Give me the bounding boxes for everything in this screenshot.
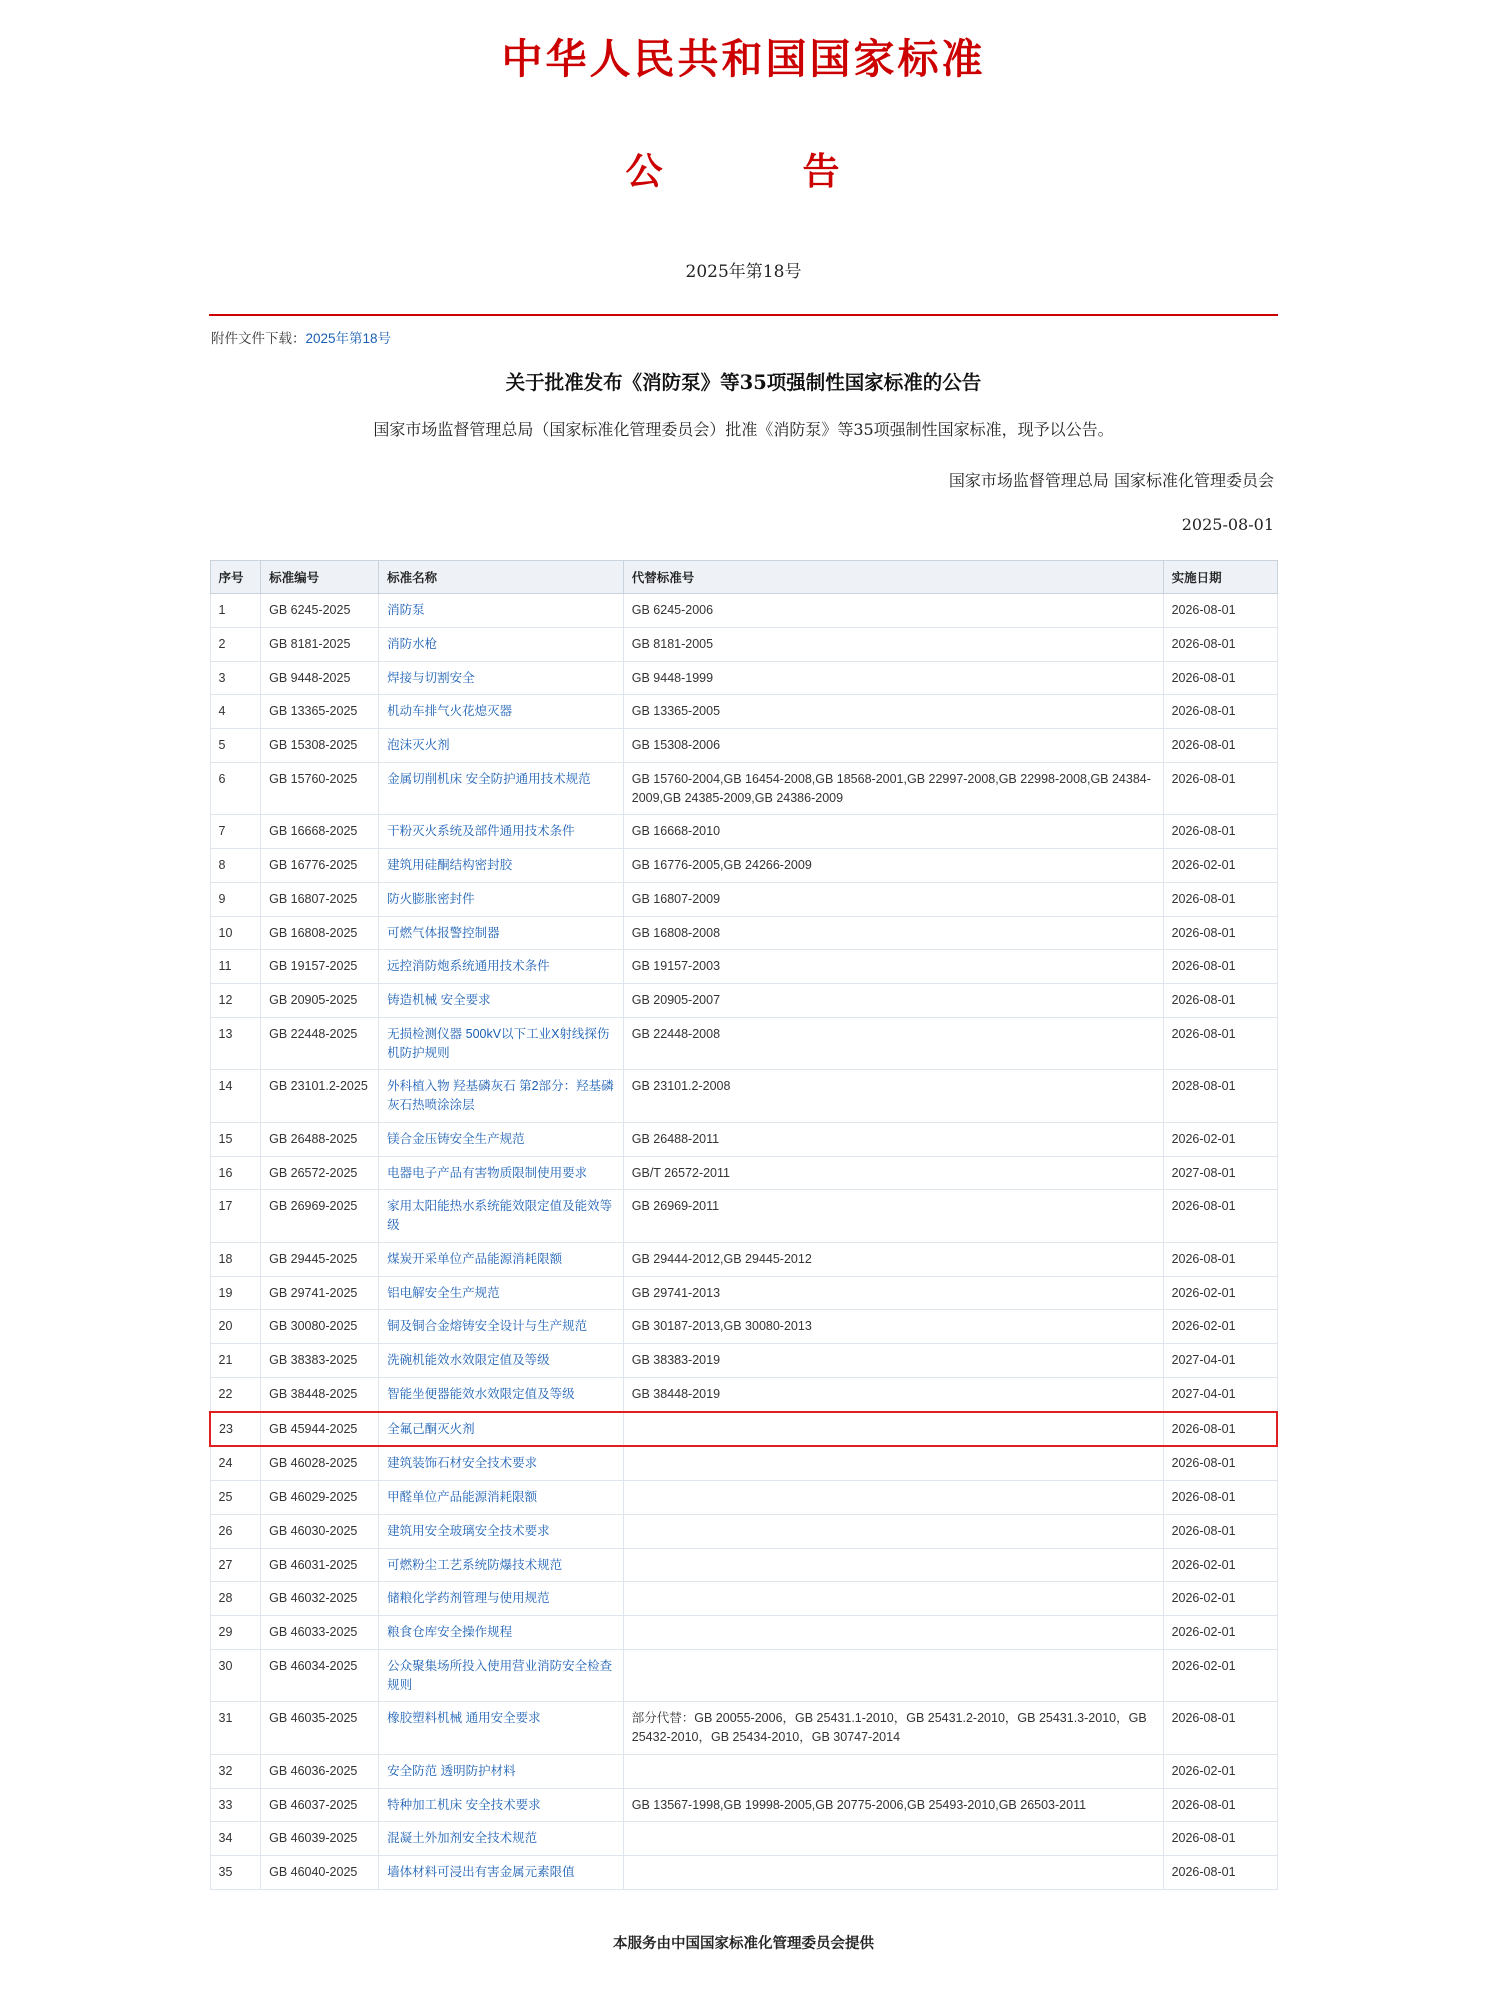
cell-code: GB 15760-2025 [261, 762, 379, 815]
table-row [210, 1122, 1277, 1156]
cell-replaced [623, 1548, 1163, 1582]
table-row [210, 815, 1277, 849]
cell-replaced: 部分代替：GB 20055-2006，GB 25431.1-2010，GB 25431.2-2010，GB 25431.3-2010，GB 25432-2010，GB 25434-2010，GB 30747-2014 [623, 1702, 1163, 1755]
cell-no: 30 [210, 1649, 261, 1702]
cell-date: 2027-04-01 [1163, 1344, 1277, 1378]
notice-date: 2025-08-01 [1181, 515, 1274, 534]
table-row [210, 1276, 1277, 1310]
cell-date: 2026-08-01 [1163, 1514, 1277, 1548]
table-row [210, 1377, 1277, 1411]
cell-no: 32 [210, 1754, 261, 1788]
cell-code: GB 46030-2025 [261, 1514, 379, 1548]
cell-replaced: GB 19157-2003 [623, 950, 1163, 984]
table-row [210, 1446, 1277, 1480]
cell-date: 2026-08-01 [1163, 1481, 1277, 1515]
cell-code: GB 29445-2025 [261, 1242, 379, 1276]
document-subtitle: 公 告 [625, 149, 862, 193]
footer-note: 本服务由中国国家标准化管理委员会提供 [613, 1934, 874, 1952]
cell-replaced: GB 26969-2011 [623, 1190, 1163, 1243]
cell-no: 27 [210, 1548, 261, 1582]
cell-no: 3 [210, 661, 261, 695]
cell-replaced: GB 16776-2005,GB 24266-2009 [623, 849, 1163, 883]
cell-name[interactable]: 焊接与切割安全 [379, 661, 624, 695]
cell-replaced: GB 20905-2007 [623, 984, 1163, 1018]
table-row [210, 849, 1277, 883]
cell-no: 18 [210, 1242, 261, 1276]
standards-table [209, 560, 1278, 1890]
cell-date: 2026-08-01 [1163, 1822, 1277, 1856]
cell-no: 24 [210, 1446, 261, 1480]
cell-replaced: GB 16807-2009 [623, 882, 1163, 916]
cell-replaced: GB/T 26572-2011 [623, 1156, 1163, 1190]
cell-date: 2026-08-01 [1163, 984, 1277, 1018]
cell-no: 28 [210, 1582, 261, 1616]
cell-no: 6 [210, 762, 261, 815]
cell-date: 2026-02-01 [1163, 1649, 1277, 1702]
cell-no: 12 [210, 984, 261, 1018]
cell-code: GB 20905-2025 [261, 984, 379, 1018]
cell-replaced [623, 1649, 1163, 1702]
table-row [210, 1649, 1277, 1702]
cell-name[interactable]: 铜及铜合金熔铸安全设计与生产规范 [379, 1310, 624, 1344]
table-row [210, 762, 1277, 815]
table-row [210, 1412, 1277, 1447]
cell-no: 22 [210, 1377, 261, 1411]
cell-name[interactable]: 干粉灭火系统及部件通用技术条件 [379, 815, 624, 849]
notice-title: 关于批准发布《消防泵》等35项强制性国家标准的公告 [505, 371, 982, 394]
cell-date: 2026-08-01 [1163, 1412, 1277, 1447]
cell-code: GB 26488-2025 [261, 1122, 379, 1156]
cell-replaced: GB 16808-2008 [623, 916, 1163, 950]
table-row [210, 1481, 1277, 1515]
cell-name[interactable]: 泡沫灭火剂 [379, 729, 624, 763]
cell-date: 2026-08-01 [1163, 950, 1277, 984]
cell-date: 2026-02-01 [1163, 1616, 1277, 1650]
table-row [210, 1190, 1277, 1243]
table-row [210, 1788, 1277, 1822]
cell-replaced: GB 8181-2005 [623, 627, 1163, 661]
cell-replaced: GB 29444-2012,GB 29445-2012 [623, 1242, 1163, 1276]
cell-date: 2026-02-01 [1163, 1310, 1277, 1344]
cell-no: 20 [210, 1310, 261, 1344]
cell-no: 13 [210, 1017, 261, 1070]
cell-no: 26 [210, 1514, 261, 1548]
table-row [210, 695, 1277, 729]
cell-no: 35 [210, 1856, 261, 1890]
cell-date: 2026-08-01 [1163, 1702, 1277, 1755]
cell-no: 10 [210, 916, 261, 950]
cell-replaced: GB 29741-2013 [623, 1276, 1163, 1310]
cell-no: 16 [210, 1156, 261, 1190]
table-row [210, 984, 1277, 1018]
cell-name[interactable]: 储粮化学药剂管理与使用规范 [379, 1582, 624, 1616]
table-row [210, 729, 1277, 763]
cell-name[interactable]: 公众聚集场所投入使用营业消防安全检查规则 [379, 1649, 624, 1702]
cell-replaced [623, 1412, 1163, 1447]
cell-name[interactable]: 安全防范 透明防护材料 [379, 1754, 624, 1788]
cell-name[interactable]: 机动车排气火花熄灭器 [379, 695, 624, 729]
attachment-line [209, 316, 1278, 347]
cell-name[interactable]: 消防泵 [379, 594, 624, 628]
cell-code: GB 26969-2025 [261, 1190, 379, 1243]
table-row [210, 916, 1277, 950]
cell-code: GB 16808-2025 [261, 916, 379, 950]
cell-no: 4 [210, 695, 261, 729]
cell-code: GB 29741-2025 [261, 1276, 379, 1310]
cell-replaced [623, 1822, 1163, 1856]
table-row [210, 661, 1277, 695]
cell-name[interactable]: 全氟己酮灭火剂 [379, 1412, 624, 1447]
cell-code: GB 9448-2025 [261, 661, 379, 695]
cell-date: 2026-08-01 [1163, 916, 1277, 950]
cell-name[interactable]: 远控消防炮系统通用技术条件 [379, 950, 624, 984]
cell-name[interactable]: 金属切削机床 安全防护通用技术规范 [379, 762, 624, 815]
cell-date: 2026-08-01 [1163, 1017, 1277, 1070]
document-content [209, 316, 1278, 534]
table-row [210, 627, 1277, 661]
table-row [210, 1702, 1277, 1755]
cell-code: GB 6245-2025 [261, 594, 379, 628]
cell-replaced: GB 13567-1998,GB 19998-2005,GB 20775-2006,GB 25493-2010,GB 26503-2011 [623, 1788, 1163, 1822]
table-row [210, 1242, 1277, 1276]
cell-replaced: GB 6245-2006 [623, 594, 1163, 628]
cell-no: 2 [210, 627, 261, 661]
cell-replaced: GB 15760-2004,GB 16454-2008,GB 18568-2001,GB 22997-2008,GB 22998-2008,GB 24384-2009,GB 24385-2009,GB 24386-2009 [623, 762, 1163, 815]
cell-name[interactable]: 镁合金压铸安全生产规范 [379, 1122, 624, 1156]
table-body [210, 594, 1277, 1890]
cell-name[interactable]: 特种加工机床 安全技术要求 [379, 1788, 624, 1822]
cell-code: GB 30080-2025 [261, 1310, 379, 1344]
cell-name[interactable]: 智能坐便器能效水效限定值及等级 [379, 1377, 624, 1411]
cell-replaced: GB 23101.2-2008 [623, 1070, 1163, 1123]
column-header-no: 序号 [210, 561, 261, 594]
cell-code: GB 46040-2025 [261, 1856, 379, 1890]
cell-date: 2026-08-01 [1163, 882, 1277, 916]
cell-code: GB 16807-2025 [261, 882, 379, 916]
cell-date: 2026-08-01 [1163, 661, 1277, 695]
cell-replaced: GB 26488-2011 [623, 1122, 1163, 1156]
cell-code: GB 45944-2025 [261, 1412, 379, 1447]
cell-name[interactable]: 可燃气体报警控制器 [379, 916, 624, 950]
cell-name[interactable]: 家用太阳能热水系统能效限定值及能效等级 [379, 1190, 624, 1243]
column-header-replaced: 代替标准号 [623, 561, 1163, 594]
cell-replaced: GB 38383-2019 [623, 1344, 1163, 1378]
column-header-name: 标准名称 [379, 561, 624, 594]
cell-no: 1 [210, 594, 261, 628]
cell-date: 2026-08-01 [1163, 695, 1277, 729]
cell-no: 29 [210, 1616, 261, 1650]
cell-no: 21 [210, 1344, 261, 1378]
table-row [210, 1310, 1277, 1344]
cell-date: 2026-08-01 [1163, 1242, 1277, 1276]
cell-date: 2026-08-01 [1163, 1788, 1277, 1822]
cell-name[interactable]: 墙体材料可浸出有害金属元素限值 [379, 1856, 624, 1890]
cell-code: GB 46031-2025 [261, 1548, 379, 1582]
cell-no: 5 [210, 729, 261, 763]
cell-code: GB 15308-2025 [261, 729, 379, 763]
cell-code: GB 46029-2025 [261, 1481, 379, 1515]
cell-code: GB 46036-2025 [261, 1754, 379, 1788]
table-row [210, 950, 1277, 984]
cell-name[interactable]: 橡胶塑料机械 通用安全要求 [379, 1702, 624, 1755]
cell-name[interactable]: 消防水枪 [379, 627, 624, 661]
cell-name[interactable]: 无损检测仪器 500kV以下工业X射线探伤机防护规则 [379, 1017, 624, 1070]
cell-name[interactable]: 电器电子产品有害物质限制使用要求 [379, 1156, 624, 1190]
cell-name[interactable]: 甲醛单位产品能源消耗限额 [379, 1481, 624, 1515]
cell-name[interactable]: 煤炭开采单位产品能源消耗限额 [379, 1242, 624, 1276]
cell-no: 33 [210, 1788, 261, 1822]
table-row [210, 1822, 1277, 1856]
notice-signature: 国家市场监督管理总局 国家标准化管理委员会 [948, 471, 1274, 490]
document-title: 中华人民共和国国家标准 [501, 35, 986, 83]
document-number: 2025年第18号 [685, 262, 802, 282]
cell-code: GB 23101.2-2025 [261, 1070, 379, 1123]
cell-date: 2026-08-01 [1163, 1190, 1277, 1243]
cell-replaced [623, 1616, 1163, 1650]
cell-code: GB 16668-2025 [261, 815, 379, 849]
cell-no: 15 [210, 1122, 261, 1156]
cell-replaced: GB 9448-1999 [623, 661, 1163, 695]
cell-no: 8 [210, 849, 261, 883]
cell-replaced [623, 1446, 1163, 1480]
cell-name[interactable]: 铸造机械 安全要求 [379, 984, 624, 1018]
notice-body: 国家市场监督管理总局（国家标准化管理委员会）批准《消防泵》等35项强制性国家标准，现予以公告。 [373, 420, 1114, 439]
cell-code: GB 46034-2025 [261, 1649, 379, 1702]
table-row [210, 1548, 1277, 1582]
cell-name[interactable]: 洗碗机能效水效限定值及等级 [379, 1344, 624, 1378]
cell-name[interactable]: 可燃粉尘工艺系统防爆技术规范 [379, 1548, 624, 1582]
cell-replaced: GB 15308-2006 [623, 729, 1163, 763]
cell-date: 2026-02-01 [1163, 1276, 1277, 1310]
cell-code: GB 46033-2025 [261, 1616, 379, 1650]
cell-date: 2026-08-01 [1163, 762, 1277, 815]
attachment-download-link[interactable]: 2025年第18号 [305, 331, 392, 346]
column-header-date: 实施日期 [1163, 561, 1277, 594]
cell-date: 2026-02-01 [1163, 1754, 1277, 1788]
table-row [210, 1514, 1277, 1548]
cell-no: 25 [210, 1481, 261, 1515]
cell-no: 23 [210, 1412, 261, 1447]
cell-replaced [623, 1582, 1163, 1616]
table-row [210, 882, 1277, 916]
cell-date: 2026-02-01 [1163, 849, 1277, 883]
cell-date: 2026-08-01 [1163, 729, 1277, 763]
cell-no: 31 [210, 1702, 261, 1755]
table-row [210, 1754, 1277, 1788]
cell-name[interactable]: 建筑用硅酮结构密封胶 [379, 849, 624, 883]
cell-date: 2026-02-01 [1163, 1122, 1277, 1156]
cell-replaced: GB 16668-2010 [623, 815, 1163, 849]
cell-date: 2026-02-01 [1163, 1548, 1277, 1582]
table-row [210, 1156, 1277, 1190]
cell-name[interactable]: 防火膨胀密封件 [379, 882, 624, 916]
cell-name[interactable]: 建筑用安全玻璃安全技术要求 [379, 1514, 624, 1548]
cell-no: 9 [210, 882, 261, 916]
cell-no: 7 [210, 815, 261, 849]
cell-no: 34 [210, 1822, 261, 1856]
cell-no: 17 [210, 1190, 261, 1243]
cell-code: GB 38448-2025 [261, 1377, 379, 1411]
table-row [210, 1582, 1277, 1616]
cell-code: GB 8181-2025 [261, 627, 379, 661]
cell-date: 2026-08-01 [1163, 627, 1277, 661]
cell-code: GB 16776-2025 [261, 849, 379, 883]
table-row [210, 1856, 1277, 1890]
table-row [210, 1616, 1277, 1650]
cell-no: 19 [210, 1276, 261, 1310]
cell-code: GB 46032-2025 [261, 1582, 379, 1616]
table-header-row [210, 561, 1277, 594]
attachment-label: 附件文件下载： [211, 331, 306, 346]
cell-name[interactable]: 粮食仓库安全操作规程 [379, 1616, 624, 1650]
cell-date: 2026-08-01 [1163, 594, 1277, 628]
cell-name[interactable]: 混凝土外加剂安全技术规范 [379, 1822, 624, 1856]
table-row [210, 1017, 1277, 1070]
cell-date: 2028-08-01 [1163, 1070, 1277, 1123]
cell-date: 2026-02-01 [1163, 1582, 1277, 1616]
cell-code: GB 46028-2025 [261, 1446, 379, 1480]
cell-code: GB 26572-2025 [261, 1156, 379, 1190]
cell-name[interactable]: 建筑装饰石材安全技术要求 [379, 1446, 624, 1480]
column-header-code: 标准编号 [261, 561, 379, 594]
cell-replaced [623, 1754, 1163, 1788]
cell-replaced: GB 38448-2019 [623, 1377, 1163, 1411]
cell-name[interactable]: 外科植入物 羟基磷灰石 第2部分：羟基磷灰石热喷涂涂层 [379, 1070, 624, 1123]
table-row [210, 1344, 1277, 1378]
cell-replaced: GB 22448-2008 [623, 1017, 1163, 1070]
cell-date: 2026-08-01 [1163, 815, 1277, 849]
cell-code: GB 46035-2025 [261, 1702, 379, 1755]
cell-code: GB 38383-2025 [261, 1344, 379, 1378]
cell-date: 2027-08-01 [1163, 1156, 1277, 1190]
cell-date: 2026-08-01 [1163, 1856, 1277, 1890]
cell-code: GB 46037-2025 [261, 1788, 379, 1822]
cell-date: 2027-04-01 [1163, 1377, 1277, 1411]
cell-code: GB 22448-2025 [261, 1017, 379, 1070]
cell-replaced: GB 13365-2005 [623, 695, 1163, 729]
cell-replaced [623, 1856, 1163, 1890]
cell-replaced [623, 1481, 1163, 1515]
cell-code: GB 46039-2025 [261, 1822, 379, 1856]
cell-name[interactable]: 铝电解安全生产规范 [379, 1276, 624, 1310]
cell-date: 2026-08-01 [1163, 1446, 1277, 1480]
cell-replaced [623, 1514, 1163, 1548]
cell-code: GB 19157-2025 [261, 950, 379, 984]
cell-replaced: GB 30187-2013,GB 30080-2013 [623, 1310, 1163, 1344]
cell-no: 11 [210, 950, 261, 984]
cell-code: GB 13365-2025 [261, 695, 379, 729]
cell-no: 14 [210, 1070, 261, 1123]
table-row [210, 594, 1277, 628]
table-row [210, 1070, 1277, 1123]
